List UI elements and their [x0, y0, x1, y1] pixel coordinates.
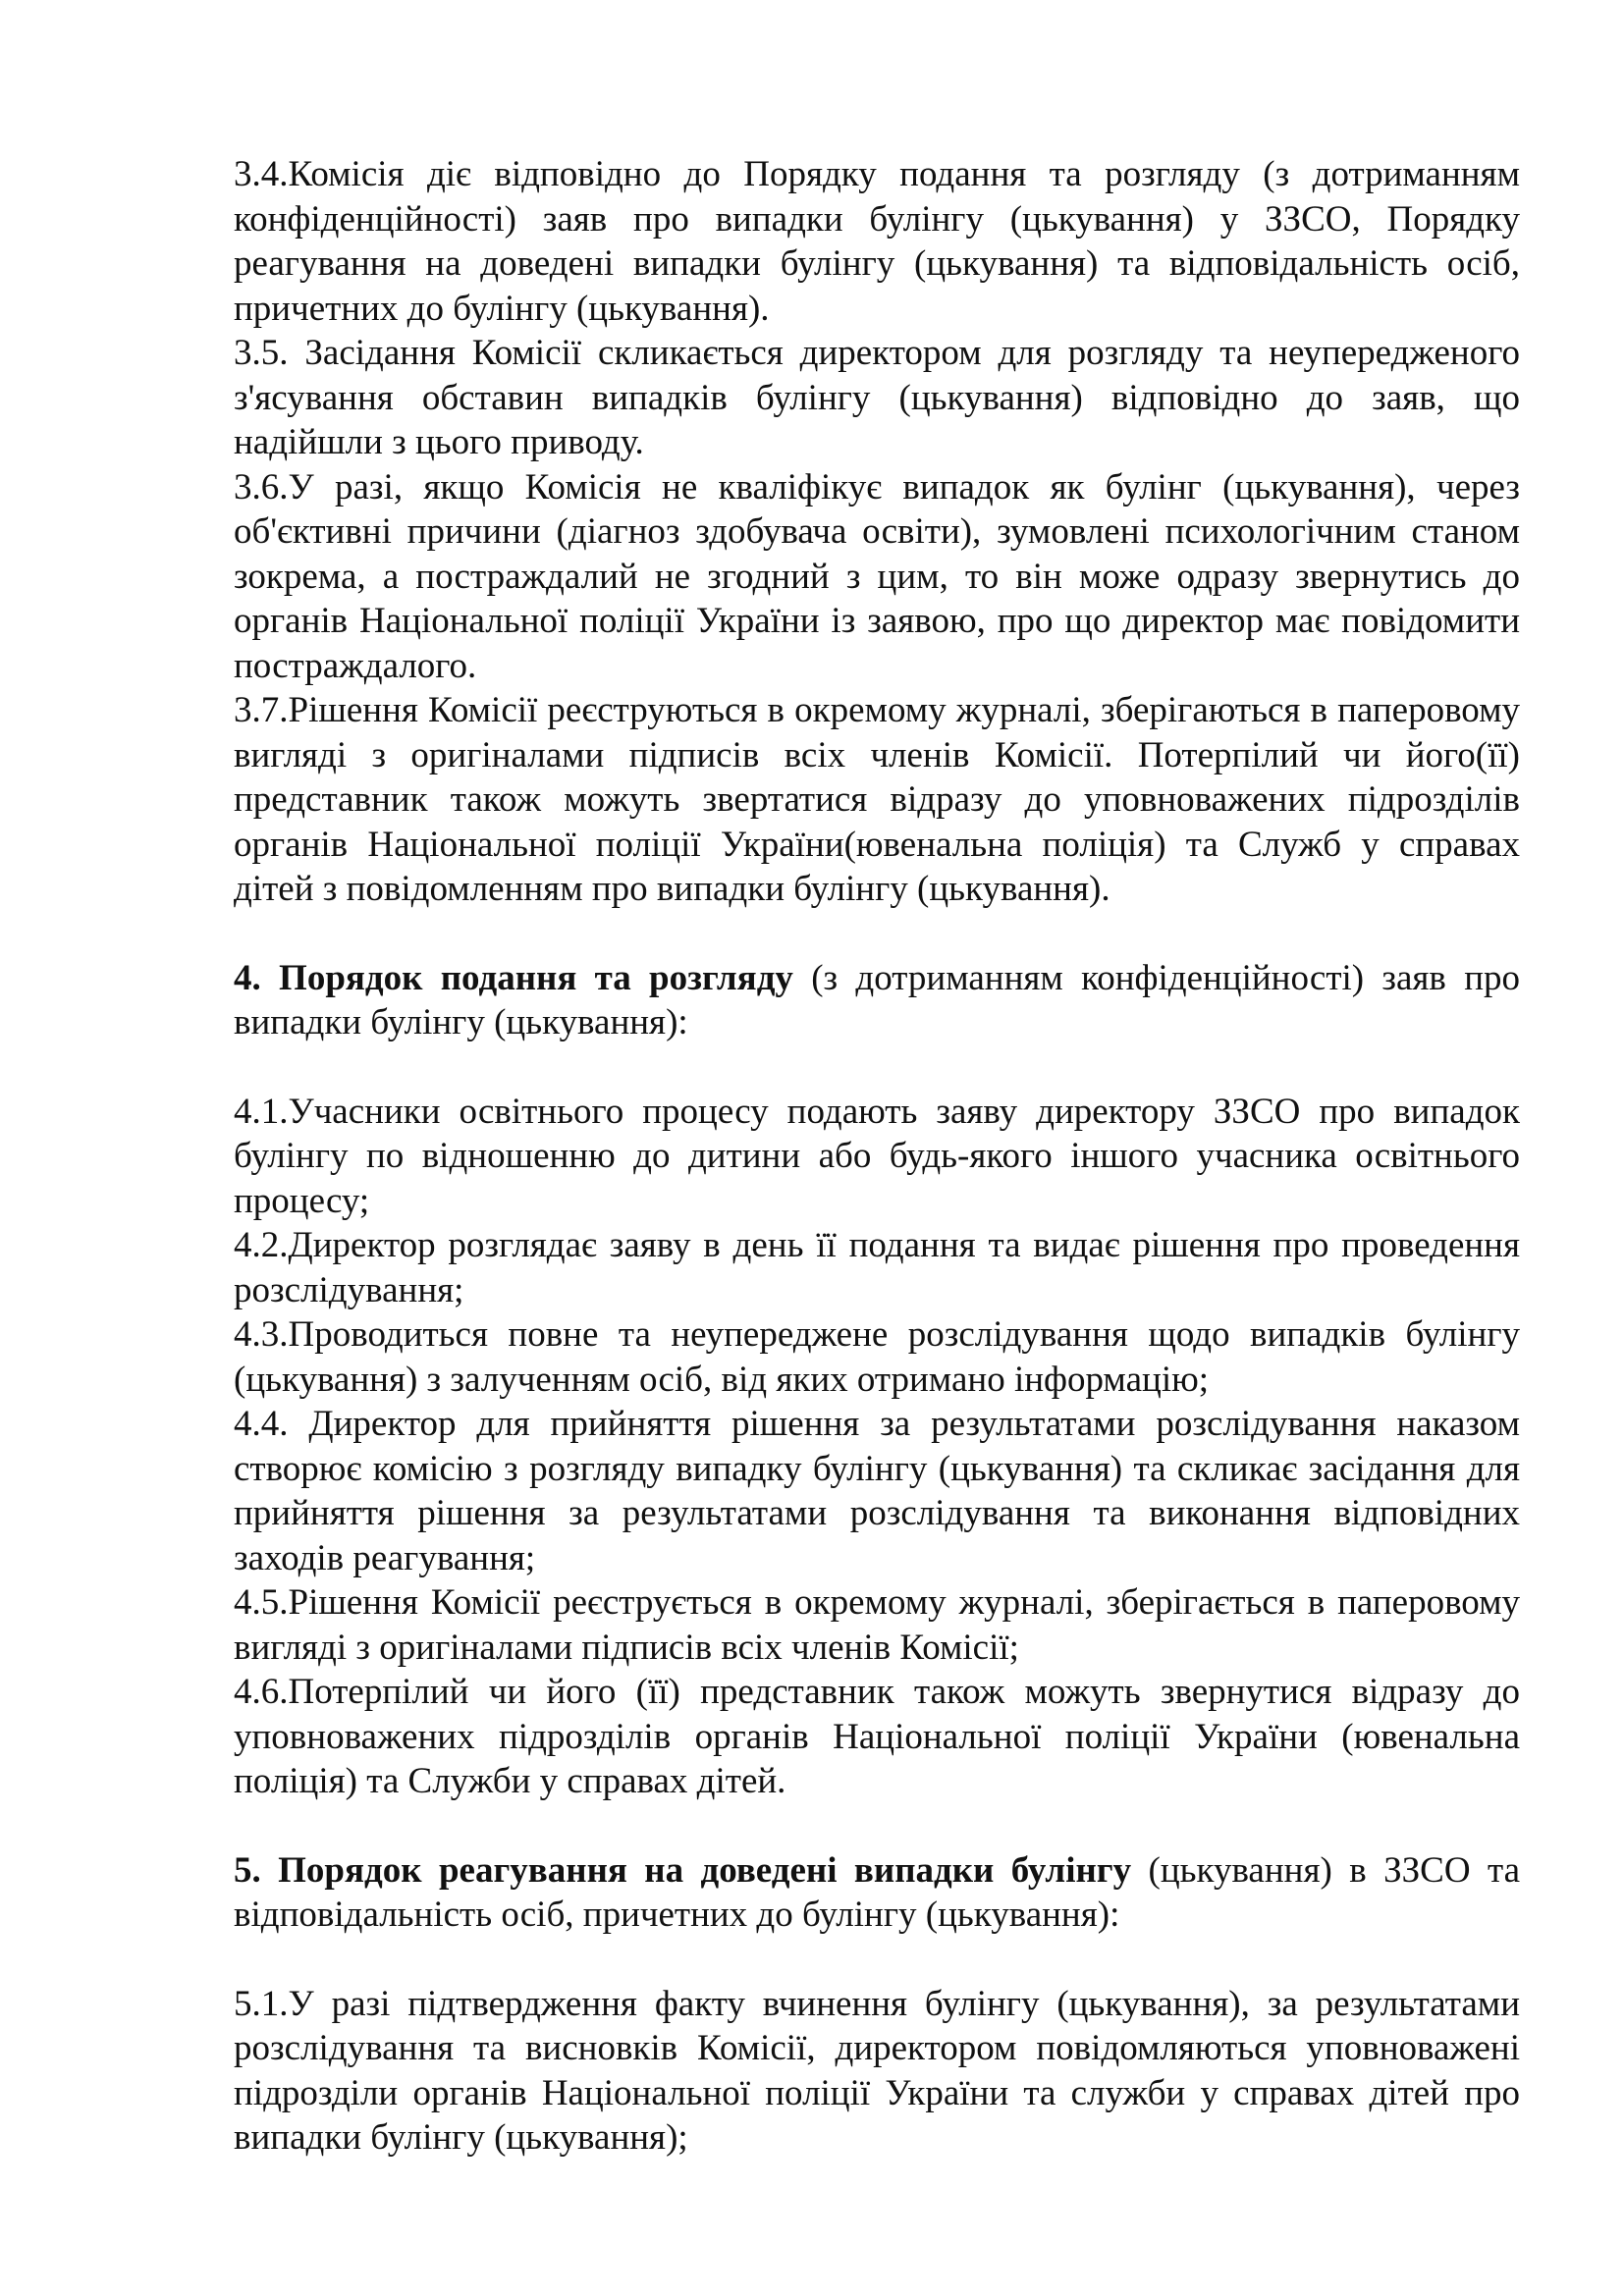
- section-5-heading: [234, 1848, 1520, 1938]
- spacer: [234, 912, 1520, 956]
- paragraph-4-6: 4.6.Потерпілий чи його (її) представник також можуть звернутися відразу до уповноважених підрозділів органів Національної поліції України (ювенальна поліція) та Служби у справах дітей.: [234, 1672, 1520, 1801]
- spacer: [234, 1804, 1520, 1848]
- section-4-heading-bold: 4. Порядок подання та розгляду: [234, 957, 793, 998]
- paragraph-4-3: 4.3.Проводиться повне та неупереджене розслідування щодо випадків булінгу (цькування) з залученням осіб, від яких отримано інформацію;: [234, 1314, 1520, 1400]
- section-4-heading-rest: (з дотриманням конфіденційності) заяв про випадки булінгу (цькування):: [234, 957, 1520, 1042]
- paragraph-4-2: 4.2.Директор розглядає заяву в день її подання та видає рішення про проведення розслідування;: [234, 1225, 1520, 1310]
- paragraph-4-1: 4.1.Учасники освітнього процесу подають заяву директору ЗЗСО про випадок булінгу по відношенню до дитини або будь-якого іншого учасника освітнього процесу;: [234, 1091, 1520, 1221]
- spacer: [234, 1938, 1520, 1982]
- section-5-heading-bold: 5. Порядок реагування на доведені випадки булінгу: [234, 1849, 1132, 1891]
- section-5-heading-rest: (цькування) в ЗЗСО та відповідальність осіб, причетних до булінгу (цькування):: [234, 1849, 1520, 1935]
- paragraph-3-4: 3.4.Комісія діє відповідно до Порядку подання та розгляду (з дотриманням конфіденційності) заяв про випадки булінгу (цькування) у ЗЗСО, Порядку реагування на доведені випадки булінгу (цькування) та відповідальність осіб, причетних до булінгу (цькування).: [234, 154, 1520, 329]
- document-page: [234, 152, 1520, 2161]
- paragraph-5-1: 5.1.У разі підтвердження факту вчинення булінгу (цькування), за результатами розслідування та висновків Комісії, директором повідомляються уповноважені підрозділи органів Національної поліції України та служби у справах дітей про випадки булінгу (цькування);: [234, 1983, 1520, 2158]
- section-4-heading: [234, 956, 1520, 1045]
- paragraph-3-5: 3.5. Засідання Комісії скликається директором для розгляду та неупередженого з'ясування обставин випадків булінгу (цькування) відповідно до заяв, що надійшли з цього приводу.: [234, 333, 1520, 462]
- spacer: [234, 1045, 1520, 1090]
- paragraph-4-4: 4.4. Директор для прийняття рішення за результатами розслідування наказом створює комісію з розгляду випадку булінгу (цькування) та скликає засідання для прийняття рішення за результатами розслідування та виконання відповідних заходів реагування;: [234, 1404, 1520, 1578]
- paragraph-3-6: 3.6.У разі, якщо Комісія не кваліфікує випадок як булінг (цькування), через об'єктивні причини (діагноз здобувача освіти), зумовлені психологічним станом зокрема, а постраждалий не згодний з цим, то він може одразу звернутись до органів Національної поліції України із заявою, про що директор має повідомити постраждалого.: [234, 466, 1520, 686]
- paragraph-3-7: 3.7.Рішення Комісії реєструються в окремому журналі, зберігаються в паперовому вигляді з оригіналами підписів всіх членів Комісії. Потерпілий чи його(її) представник також можуть звертатися відразу до уповноважених підрозділів органів Національної поліції України(ювенальна поліція) та Служб у справах дітей з повідомленням про випадки булінгу (цькування).: [234, 690, 1520, 909]
- paragraph-4-5: 4.5.Рішення Комісії реєструється в окремому журналі, зберігається в паперовому вигляді з оригіналами підписів всіх членів Комісії;: [234, 1582, 1520, 1668]
